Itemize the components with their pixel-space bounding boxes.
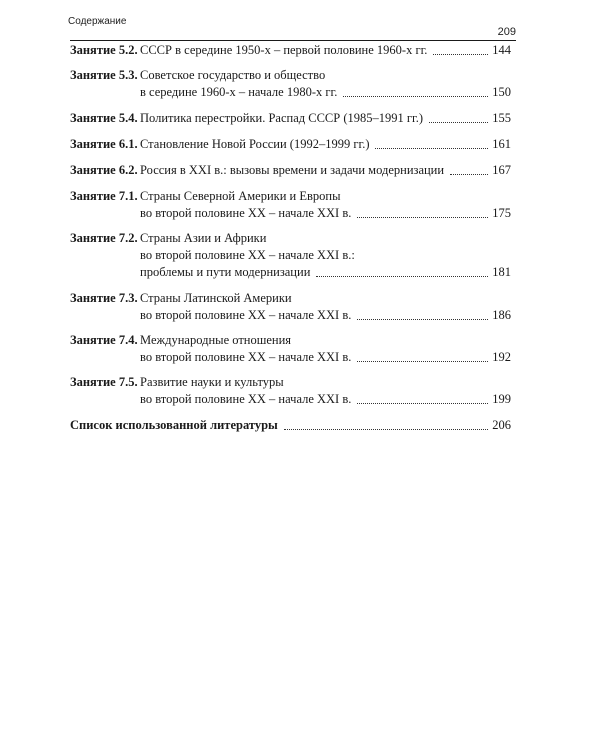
header-title: Содержание xyxy=(68,16,127,27)
toc-entry xyxy=(70,290,511,324)
toc-entry-label: Занятие 5.3. xyxy=(70,68,138,82)
toc-entry xyxy=(70,188,511,222)
toc-entry-line xyxy=(70,42,511,59)
toc-page-number: 167 xyxy=(492,163,511,177)
toc-entry-title: Советское государство и общество xyxy=(140,68,326,82)
toc-entry-line xyxy=(70,136,511,153)
dot-leader xyxy=(357,319,488,320)
toc-entry-label: Занятие 7.5. xyxy=(70,375,138,389)
toc-page-number: 199 xyxy=(492,392,511,406)
dot-leader xyxy=(316,276,488,277)
toc-page-number: 181 xyxy=(492,265,511,279)
dot-leader xyxy=(284,429,488,430)
toc-entry-title: Страны Северной Америки и Европы xyxy=(140,189,341,203)
toc-entry-title: Развитие науки и культуры xyxy=(140,375,284,389)
toc-entry xyxy=(70,230,511,281)
toc-entry-label: Занятие 7.2. xyxy=(70,231,138,245)
toc-entry-title: Россия в XXI в.: вызовы времени и задачи модернизации xyxy=(140,163,445,177)
toc-entry xyxy=(70,42,511,59)
bibliography-title: Список использованной литературы xyxy=(70,418,278,432)
toc-entry-label: Занятие 6.1. xyxy=(70,137,138,151)
toc-entry-line xyxy=(70,307,511,324)
toc-entry xyxy=(70,136,511,153)
toc-entry-label: Занятие 7.4. xyxy=(70,333,138,347)
toc-entry xyxy=(70,110,511,127)
toc-entry-title: в середине 1960-х – начале 1980-х гг. xyxy=(140,85,338,99)
dot-leader xyxy=(343,96,488,97)
toc-entry-label: Занятие 6.2. xyxy=(70,163,138,177)
dot-leader xyxy=(450,174,488,175)
toc-page-number: 155 xyxy=(492,111,511,125)
toc-entry-line xyxy=(70,162,511,179)
toc-page-number: 144 xyxy=(492,43,511,57)
toc-entry-line xyxy=(70,205,511,222)
toc-entry-title: во второй половине XX – начале XXI в. xyxy=(140,206,352,220)
table-of-contents xyxy=(70,42,511,434)
dot-leader xyxy=(433,54,488,55)
toc-entry-bibliography xyxy=(70,417,511,434)
toc-entry-line xyxy=(70,417,511,434)
toc-entry-line xyxy=(70,264,511,281)
toc-entry-line xyxy=(70,332,511,349)
toc-entry-line xyxy=(70,230,511,247)
toc-entry-title: Страны Азии и Африки xyxy=(140,231,267,245)
toc-entry-line xyxy=(70,290,511,307)
toc-entry-label: Занятие 7.1. xyxy=(70,189,138,203)
toc-entry-line xyxy=(70,391,511,408)
toc-entry-line xyxy=(70,84,511,101)
toc-entry-title: Становление Новой России (1992–1999 гг.) xyxy=(140,137,370,151)
toc-entry-title: во второй половине XX – начале XXI в. xyxy=(140,350,352,364)
toc-entry-title: Политика перестройки. Распад СССР (1985–1991 гг.) xyxy=(140,111,423,125)
toc-entry-title: во второй половине XX – начале XXI в.: xyxy=(140,248,355,262)
dot-leader xyxy=(429,122,488,123)
toc-entry-title: во второй половине XX – начале XXI в. xyxy=(140,308,352,322)
dot-leader xyxy=(375,148,488,149)
toc-entry-title: во второй половине XX – начале XXI в. xyxy=(140,392,352,406)
dot-leader xyxy=(357,403,488,404)
toc-entry-title: Страны Латинской Америки xyxy=(140,291,292,305)
dot-leader xyxy=(357,217,488,218)
toc-entry-title: проблемы и пути модернизации xyxy=(140,265,311,279)
toc-entry-label: Занятие 5.2. xyxy=(70,43,138,57)
toc-page-number: 186 xyxy=(492,308,511,322)
bibliography-page-number: 206 xyxy=(492,418,511,432)
toc-entry-label: Занятие 7.3. xyxy=(70,291,138,305)
toc-entry xyxy=(70,67,511,101)
toc-entry-line xyxy=(70,247,511,264)
toc-page-number: 192 xyxy=(492,350,511,364)
toc-page-number: 150 xyxy=(492,85,511,99)
toc-page-number: 161 xyxy=(492,137,511,151)
toc-entry xyxy=(70,332,511,366)
toc-entry xyxy=(70,162,511,179)
running-header xyxy=(70,14,516,41)
toc-page-number: 175 xyxy=(492,206,511,220)
toc-entry-line xyxy=(70,374,511,391)
toc-entry-line xyxy=(70,110,511,127)
toc-entry-title: Международные отношения xyxy=(140,333,292,347)
toc-entry-line xyxy=(70,67,511,84)
toc-entry xyxy=(70,374,511,408)
page-number: 209 xyxy=(497,26,516,38)
toc-entry-label: Занятие 5.4. xyxy=(70,111,138,125)
toc-entry-line xyxy=(70,349,511,366)
toc-entry-title: СССР в середине 1950-х – первой половине 1960-х гг. xyxy=(140,43,428,57)
toc-entry-line xyxy=(70,188,511,205)
dot-leader xyxy=(357,361,488,362)
